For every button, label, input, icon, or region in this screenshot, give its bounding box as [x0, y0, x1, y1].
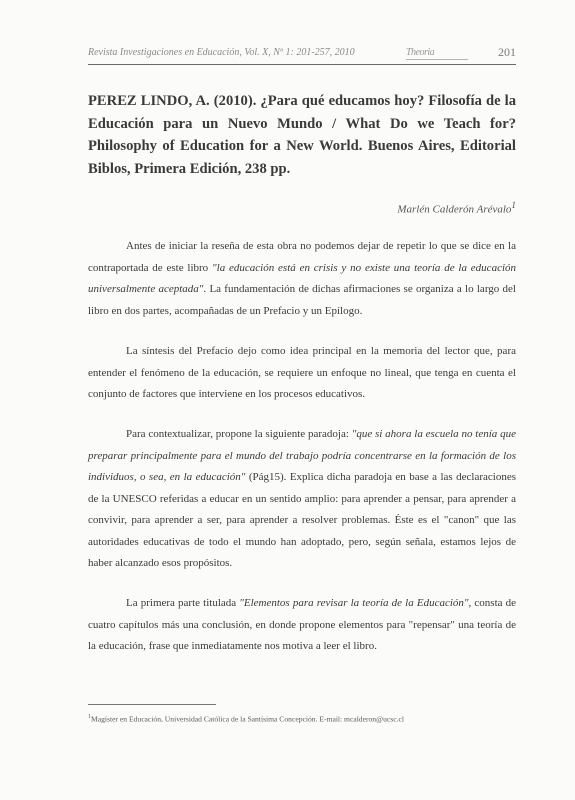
footnote: [88, 714, 516, 724]
paragraph-primera-parte-text-a: La primera parte titulada: [126, 597, 240, 609]
journal-citation: Revista Investigaciones en Educación, Vol. X, Nº 1: 201-257, 2010: [88, 47, 355, 58]
page-number: 201: [498, 45, 516, 59]
paragraph-paradoja-text-b: (Pág15). Explica dicha paradoja en base a las declaraciones de la UNESCO referidas a educar en un sentido amplio: para aprender a pensar, para aprender a convivir, para aprender a ser, para aprender a resolver problemas. Éste es el "canon" que las autoridades educativas de todo el mundo han adoptado, pero, según señala, estamos lejos de haber alcanzado esos propósitos.: [88, 471, 516, 569]
review-author: [88, 200, 516, 216]
running-head: [88, 45, 516, 61]
paragraph-intro-text-a: Antes de iniciar la reseña de esta obra no podemos dejar de repetir lo que se dice en la contraportada de este libro: [88, 240, 516, 274]
paragraph-intro: [88, 236, 516, 322]
paragraph-paradoja-quote: "que si ahora la escuela no tenía que preparar principalmente para el mundo del trabajo podría concentrarse en la formación de los individuos, o sea, en la educación": [88, 428, 516, 483]
paragraph-intro-text-b: . La fundamentación de dichas afirmaciones se organiza a lo largo del libro en dos partes, acompañadas de un Prefacio y un Epílogo.: [88, 283, 516, 317]
author-name: Marlén Calderón Arévalo: [397, 203, 512, 216]
paragraph-prefacio-text: La síntesis del Prefacio dejo como idea principal en la memoria del lector que, para entender el fenómeno de la educación, se requiere un enfoque no lineal, que tenga en cuenta el conjunto de factores que interviene en los procesos educativos.: [88, 345, 516, 400]
paragraph-paradoja-text-a: Para contextualizar, propone la siguiente paradoja:: [126, 428, 352, 440]
paragraph-primera-parte-text-b: , consta de cuatro capítulos más una conclusión, en donde propone elementos para "repensar" una teoría de la educación, frase que inmediatamente nos motiva a leer el libro.: [88, 597, 517, 652]
footnote-rule: [88, 704, 216, 705]
paragraph-primera-parte: [88, 593, 516, 658]
paragraph-primera-parte-quote: "Elementos para revisar la teoría de la Educación": [239, 597, 469, 609]
header-rule: [88, 64, 516, 65]
author-footnote-marker: 1: [511, 200, 516, 210]
review-reference-title: PEREZ LINDO, A. (2010). ¿Para qué educamos hoy? Filosofía de la Educación para un Nuevo Mundo / What Do we Teach for? Philosophy of Education for a New World. Buenos Aires, Editorial Biblos, Primera Edición, 238 pp.: [88, 93, 516, 177]
footnote-text: Magíster en Educación, Universidad Católica de la Santísima Concepción. E-mail: mcalderon@ucsc.cl: [91, 714, 404, 724]
paragraph-paradoja: [88, 424, 516, 575]
footnote-marker: 1: [88, 714, 91, 720]
paragraph-intro-quote: "la educación está en crisis y no existe una teoría de la educación universalmente aceptada": [88, 261, 517, 295]
paragraph-prefacio: [88, 341, 516, 406]
journal-logo: Theoria: [406, 47, 468, 60]
